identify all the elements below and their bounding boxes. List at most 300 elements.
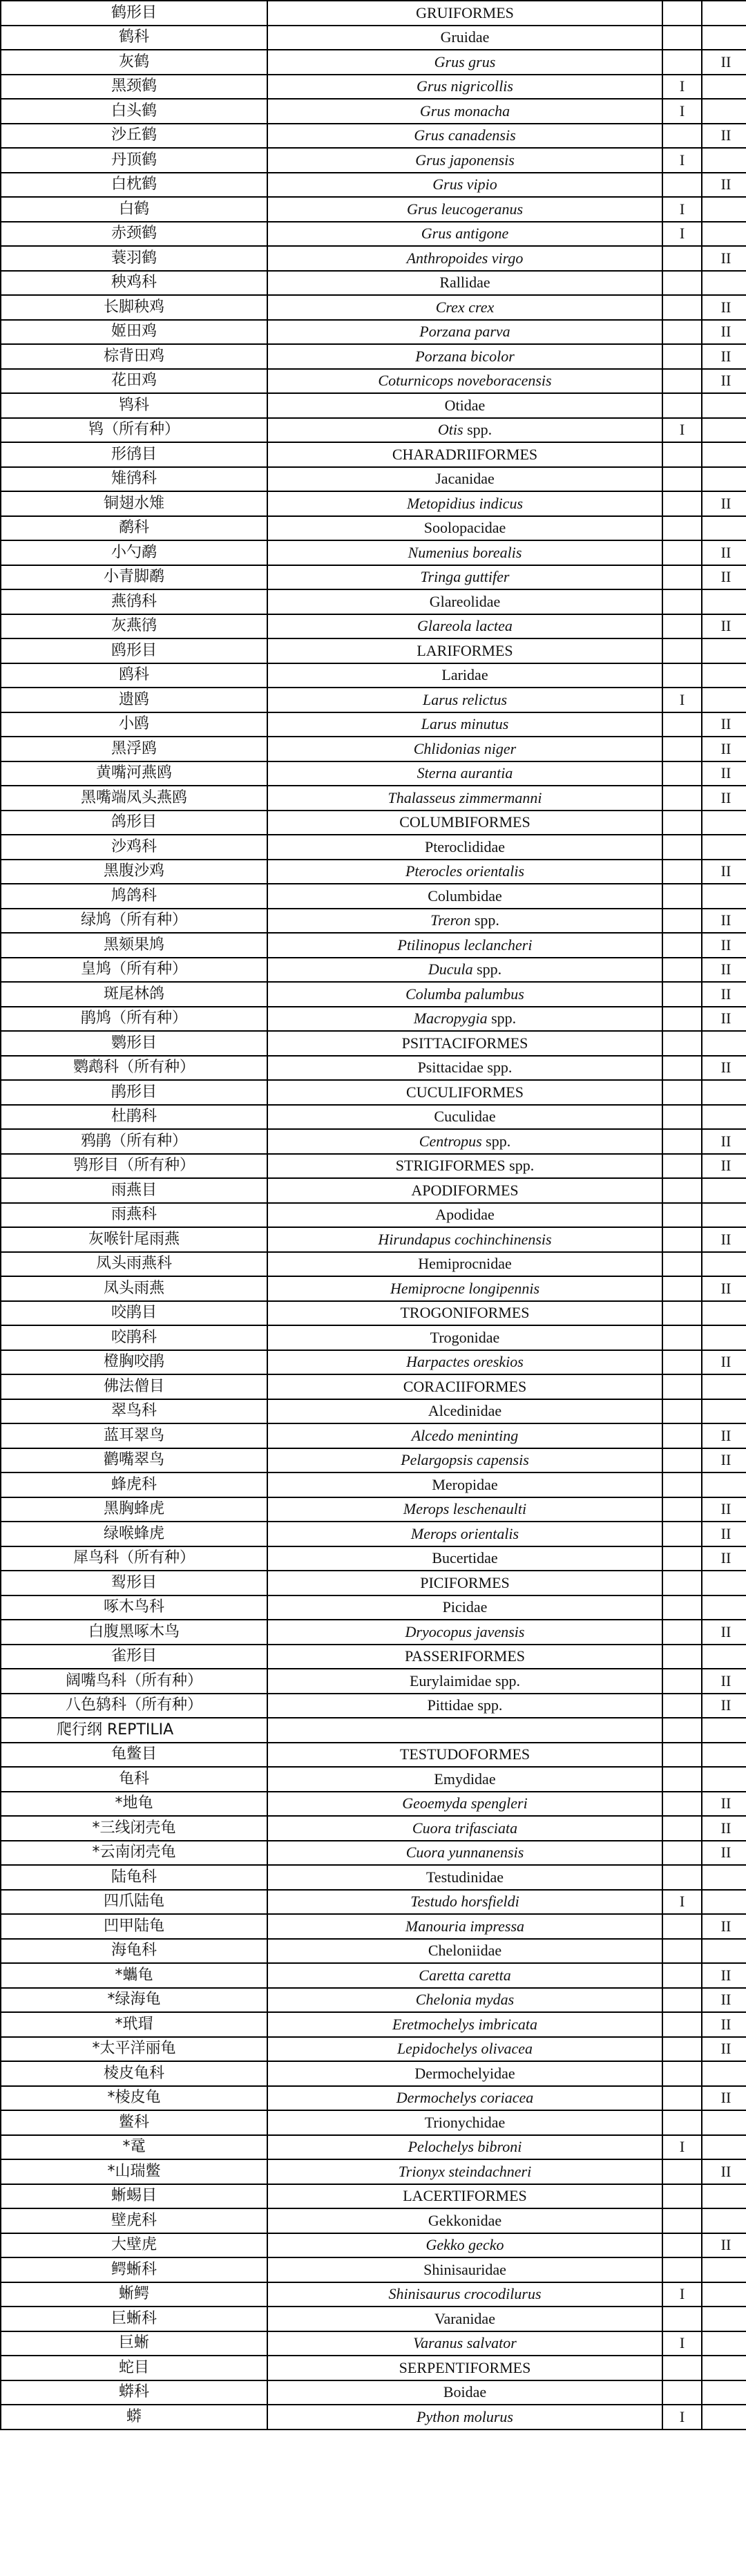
scientific-name-cell xyxy=(267,1963,662,1988)
chinese-name-cell: 秧鸡科 xyxy=(1,271,267,296)
scientific-name-cell xyxy=(267,1914,662,1939)
column-divider xyxy=(701,2110,702,2135)
chinese-name-cell: 犀鸟科（所有种） xyxy=(1,1546,267,1571)
scientific-name-cell xyxy=(267,982,662,1007)
appendix-cell xyxy=(662,2331,746,2356)
scientific-name-cell xyxy=(267,75,662,100)
scientific-name-cell xyxy=(267,1669,662,1694)
table-row xyxy=(1,1227,746,1252)
scientific-name-cell xyxy=(267,1056,662,1081)
chinese-name-cell: 黄嘴河燕鸥 xyxy=(1,761,267,786)
table-row xyxy=(1,1497,746,1522)
scientific-name: Lepidochelys olivacea xyxy=(396,2040,533,2058)
scientific-name-cell xyxy=(267,442,662,467)
appendix-ii-mark: II xyxy=(720,911,731,929)
scientific-name: Anthropoides virgo xyxy=(406,249,524,267)
scientific-name-cell xyxy=(267,2110,662,2135)
scientific-name: Python molurus xyxy=(417,2407,513,2425)
table-row xyxy=(1,2135,746,2160)
appendix-cell xyxy=(662,124,746,149)
chinese-name-cell: 鸠鸽科 xyxy=(1,884,267,909)
chinese-name-cell: 凤头雨燕科 xyxy=(1,1252,267,1277)
table-row xyxy=(1,516,746,541)
appendix-cell xyxy=(662,1645,746,1669)
column-divider xyxy=(701,1301,702,1326)
appendix-cell xyxy=(662,1767,746,1792)
scientific-name-cell xyxy=(267,1203,662,1228)
scientific-name: Pterocles orientalis xyxy=(405,862,525,880)
table-row xyxy=(1,688,746,712)
appendix-ii-mark: II xyxy=(720,1622,731,1640)
appendix-ii-mark: II xyxy=(720,985,731,1003)
column-divider xyxy=(701,688,702,712)
table-row xyxy=(1,2159,746,2184)
appendix-i-mark: I xyxy=(679,2138,685,2156)
column-divider xyxy=(701,1105,702,1130)
spp-suffix: spp. xyxy=(463,421,492,439)
chinese-name-cell: 白鹤 xyxy=(1,197,267,222)
scientific-name-cell xyxy=(267,2405,662,2430)
table-row xyxy=(1,982,746,1007)
scientific-name: Trionychidae xyxy=(424,2113,506,2131)
chinese-name-cell: 小勺鹬 xyxy=(1,540,267,565)
table-row xyxy=(1,1007,746,1032)
appendix-ii-mark: II xyxy=(720,1549,731,1567)
scientific-name: Hemiprocne longipennis xyxy=(390,1279,540,1297)
scientific-name-cell xyxy=(267,884,662,909)
column-divider xyxy=(701,1,702,26)
scientific-name-cell xyxy=(267,2086,662,2111)
table-row xyxy=(1,1105,746,1130)
appendix-ii-mark: II xyxy=(720,1230,731,1248)
chinese-name-cell: 八色鸫科（所有种） xyxy=(1,1694,267,1718)
appendix-ii-mark: II xyxy=(720,764,731,782)
table-row xyxy=(1,1080,746,1105)
scientific-name: Centropus xyxy=(419,1132,482,1150)
chinese-name-cell: 皇鸠（所有种） xyxy=(1,958,267,983)
table-row xyxy=(1,1,746,26)
appendix-ii-mark: II xyxy=(720,739,731,757)
scientific-name-cell xyxy=(267,246,662,271)
table-row xyxy=(1,50,746,75)
chinese-name-cell: 蜥鳄 xyxy=(1,2282,267,2307)
appendix-cell xyxy=(662,1154,746,1179)
scientific-name-cell xyxy=(267,1007,662,1032)
scientific-name: CUCULIFORMES xyxy=(406,1083,524,1101)
table-row xyxy=(1,2208,746,2233)
table-row xyxy=(1,2282,746,2307)
chinese-name-cell: 鹤科 xyxy=(1,26,267,50)
scientific-name-cell xyxy=(267,811,662,835)
scientific-name: Coturnicops noveboracensis xyxy=(378,372,552,390)
chinese-name-cell: 铜翅水雉 xyxy=(1,491,267,516)
scientific-name-cell xyxy=(267,1988,662,2013)
column-divider xyxy=(701,2405,702,2430)
chinese-name-cell: 蟒 xyxy=(1,2405,267,2430)
appendix-ii-mark: II xyxy=(720,568,731,586)
scientific-name: Grus grus xyxy=(434,53,496,70)
column-divider xyxy=(701,1203,702,1228)
appendix-ii-mark: II xyxy=(720,1500,731,1518)
column-divider xyxy=(701,1252,702,1277)
chinese-name-cell: 蓑羽鹤 xyxy=(1,246,267,271)
scientific-name-cell xyxy=(267,295,662,320)
scientific-name: Otis xyxy=(437,421,463,439)
appendix-cell xyxy=(662,982,746,1007)
chinese-name-cell: 鳄蜥科 xyxy=(1,2257,267,2282)
appendix-cell xyxy=(662,516,746,541)
chinese-name-cell: 杜鹃科 xyxy=(1,1105,267,1130)
chinese-name-cell: 陆龟科 xyxy=(1,1865,267,1890)
scientific-name-cell xyxy=(267,860,662,884)
column-divider xyxy=(701,1865,702,1890)
appendix-i-mark: I xyxy=(679,200,685,218)
scientific-name-cell xyxy=(267,540,662,565)
appendix-cell xyxy=(662,811,746,835)
column-divider xyxy=(701,1571,702,1595)
scientific-name-cell xyxy=(267,2208,662,2233)
table-row xyxy=(1,222,746,247)
table-row xyxy=(1,124,746,149)
table-row xyxy=(1,1645,746,1669)
appendix-ii-mark: II xyxy=(720,1059,731,1077)
appendix-cell xyxy=(662,1914,746,1939)
scientific-name-cell xyxy=(267,1571,662,1595)
appendix-cell xyxy=(662,1301,746,1326)
scientific-name-cell xyxy=(267,393,662,418)
scientific-name: TESTUDOFORMES xyxy=(399,1745,530,1763)
table-row xyxy=(1,1546,746,1571)
appendix-i-mark: I xyxy=(679,2285,685,2303)
spp-suffix: spp. xyxy=(487,1010,517,1027)
column-divider xyxy=(701,1645,702,1669)
appendix-ii-mark: II xyxy=(720,53,731,70)
appendix-cell xyxy=(662,1522,746,1546)
scientific-name-cell xyxy=(267,271,662,296)
scientific-name: Harpactes oreskios xyxy=(406,1353,524,1371)
scientific-name: Thalasseus zimmermanni xyxy=(388,788,542,806)
scientific-name-cell xyxy=(267,1718,662,1743)
scientific-name: Tringa guttifer xyxy=(420,568,510,586)
table-row xyxy=(1,1374,746,1399)
column-divider xyxy=(701,1890,702,1915)
column-divider xyxy=(701,2184,702,2209)
scientific-name: Porzana parva xyxy=(419,323,510,341)
appendix-cell xyxy=(662,909,746,934)
table-row xyxy=(1,1203,746,1228)
scientific-name-cell xyxy=(267,737,662,761)
chinese-name-cell: 沙丘鹤 xyxy=(1,124,267,149)
scientific-name: Cheloniidae xyxy=(428,1942,502,1960)
appendix-cell xyxy=(662,148,746,173)
appendix-cell xyxy=(662,1,746,26)
column-divider xyxy=(701,393,702,418)
appendix-ii-mark: II xyxy=(720,1844,731,1862)
appendix-ii-mark: II xyxy=(720,1279,731,1297)
table-row xyxy=(1,614,746,639)
appendix-i-mark: I xyxy=(679,690,685,708)
column-divider xyxy=(701,2257,702,2282)
column-divider xyxy=(701,418,702,443)
scientific-name: Treron xyxy=(430,911,471,929)
scientific-name-cell xyxy=(267,1645,662,1669)
scientific-name: Ptilinopus leclancheri xyxy=(397,936,533,954)
table-row xyxy=(1,589,746,614)
appendix-ii-mark: II xyxy=(720,1819,731,1837)
chinese-name-cell: 爬行纲 REPTILIA xyxy=(1,1718,267,1743)
appendix-ii-mark: II xyxy=(720,2236,731,2254)
column-divider xyxy=(701,1743,702,1768)
appendix-ii-mark: II xyxy=(720,1010,731,1027)
column-divider xyxy=(701,638,702,663)
scientific-name: Laridae xyxy=(441,666,488,684)
scientific-name-cell xyxy=(267,1792,662,1817)
scientific-name: Glareolidae xyxy=(429,592,501,610)
scientific-name-cell xyxy=(267,1595,662,1620)
appendix-cell xyxy=(662,1988,746,2013)
scientific-name: SERPENTIFORMES xyxy=(399,2358,531,2376)
scientific-name: Merops orientalis xyxy=(410,1524,519,1542)
chinese-name-cell: 四爪陆龟 xyxy=(1,1890,267,1915)
scientific-name: Macropygia xyxy=(413,1010,488,1027)
table-row xyxy=(1,2012,746,2037)
scientific-name: Cuora trifasciata xyxy=(412,1819,518,1837)
chinese-name-cell: 鳖科 xyxy=(1,2110,267,2135)
chinese-name-cell: 斑尾林鸽 xyxy=(1,982,267,1007)
appendix-cell xyxy=(662,1350,746,1375)
appendix-cell xyxy=(662,1080,746,1105)
scientific-name-cell xyxy=(267,467,662,492)
scientific-name-cell xyxy=(267,1939,662,1964)
appendix-ii-mark: II xyxy=(720,2015,731,2033)
chinese-name-cell: 雀形目 xyxy=(1,1645,267,1669)
table-row xyxy=(1,638,746,663)
chinese-name-cell: 黑浮鸥 xyxy=(1,737,267,761)
appendix-cell xyxy=(662,933,746,958)
table-row xyxy=(1,2356,746,2380)
scientific-name: APODIFORMES xyxy=(411,1181,519,1199)
column-divider xyxy=(701,2135,702,2160)
scientific-name: Pelochelys bibroni xyxy=(408,2138,522,2156)
appendix-cell xyxy=(662,540,746,565)
appendix-cell xyxy=(662,271,746,296)
scientific-name-cell xyxy=(267,197,662,222)
column-divider xyxy=(701,1939,702,1964)
scientific-name: Testudinidae xyxy=(425,1868,504,1886)
appendix-cell xyxy=(662,2405,746,2430)
table-row xyxy=(1,1522,746,1546)
table-row xyxy=(1,2110,746,2135)
scientific-name-cell xyxy=(267,1816,662,1841)
scientific-name-cell xyxy=(267,909,662,934)
scientific-name: Dermochelys coriacea xyxy=(396,2089,534,2107)
scientific-name: Gekko gecko xyxy=(425,2236,504,2254)
appendix-i-mark: I xyxy=(679,1893,685,1911)
scientific-name-cell xyxy=(267,1694,662,1718)
scientific-name: STRIGIFORMES spp. xyxy=(395,1157,535,1175)
scientific-name: Metopidius indicus xyxy=(406,494,524,512)
appendix-ii-mark: II xyxy=(720,176,731,193)
scientific-name: Meropidae xyxy=(432,1475,498,1493)
scientific-name: Testudo horsfieldi xyxy=(410,1893,519,1911)
scientific-name-cell xyxy=(267,1841,662,1866)
appendix-cell xyxy=(662,2208,746,2233)
scientific-name: Soolopacidae xyxy=(423,519,506,537)
appendix-cell xyxy=(662,1743,746,1768)
table-row xyxy=(1,1448,746,1473)
scientific-name: Manouria impressa xyxy=(405,1917,525,1935)
appendix-cell xyxy=(662,1399,746,1424)
appendix-cell xyxy=(662,589,746,614)
chinese-name-cell: 形鸻目 xyxy=(1,442,267,467)
appendix-cell xyxy=(662,565,746,590)
chinese-name-cell: 绿鸠（所有种） xyxy=(1,909,267,934)
table-row xyxy=(1,860,746,884)
appendix-cell xyxy=(662,1694,746,1718)
appendix-cell xyxy=(662,1007,746,1032)
appendix-ii-mark: II xyxy=(720,249,731,267)
scientific-name-cell xyxy=(267,1129,662,1154)
appendix-cell xyxy=(662,884,746,909)
table-row xyxy=(1,1423,746,1448)
chinese-name-cell: 姬田鸡 xyxy=(1,320,267,345)
scientific-name-cell xyxy=(267,1865,662,1890)
column-divider xyxy=(701,2331,702,2356)
appendix-cell xyxy=(662,1890,746,1915)
table-row xyxy=(1,712,746,737)
scientific-name: Shinisaurus crocodilurus xyxy=(388,2285,542,2303)
scientific-name-cell xyxy=(267,2331,662,2356)
appendix-cell xyxy=(662,418,746,443)
scientific-name-cell xyxy=(267,1620,662,1645)
scientific-name-cell xyxy=(267,2061,662,2086)
chinese-name-cell: *玳瑁 xyxy=(1,2012,267,2037)
appendix-cell xyxy=(662,638,746,663)
appendix-cell xyxy=(662,1276,746,1301)
chinese-name-cell: 白枕鹤 xyxy=(1,173,267,198)
table-row xyxy=(1,909,746,934)
scientific-name-cell xyxy=(267,50,662,75)
scientific-name-cell xyxy=(267,638,662,663)
spp-suffix: spp. xyxy=(481,1132,511,1150)
scientific-name-cell xyxy=(267,786,662,811)
column-divider xyxy=(701,811,702,835)
appendix-i-mark: I xyxy=(679,421,685,439)
chinese-name-cell: 鹃形目 xyxy=(1,1080,267,1105)
appendix-cell xyxy=(662,467,746,492)
chinese-name-cell: *蠵龟 xyxy=(1,1963,267,1988)
scientific-name-cell xyxy=(267,614,662,639)
appendix-ii-mark: II xyxy=(720,1696,731,1714)
table-row xyxy=(1,2405,746,2430)
chinese-name-cell: *山瑞鳖 xyxy=(1,2159,267,2184)
scientific-name-cell xyxy=(267,1,662,26)
appendix-cell xyxy=(662,491,746,516)
table-row xyxy=(1,1914,746,1939)
appendix-cell xyxy=(662,26,746,50)
scientific-name: Picidae xyxy=(442,1598,488,1616)
appendix-cell xyxy=(662,1595,746,1620)
column-divider xyxy=(701,2356,702,2380)
appendix-ii-mark: II xyxy=(720,126,731,144)
scientific-name: Pelargopsis capensis xyxy=(401,1451,529,1469)
scientific-name: GRUIFORMES xyxy=(416,3,514,21)
scientific-name-cell xyxy=(267,369,662,394)
column-divider xyxy=(701,2208,702,2233)
appendix-ii-mark: II xyxy=(720,1991,731,2009)
appendix-cell xyxy=(662,2135,746,2160)
chinese-name-cell: 绿喉蜂虎 xyxy=(1,1522,267,1546)
column-divider xyxy=(701,1031,702,1056)
scientific-name-cell xyxy=(267,516,662,541)
table-row xyxy=(1,1325,746,1350)
appendix-ii-mark: II xyxy=(720,1671,731,1689)
scientific-name: Grus leucogeranus xyxy=(406,200,524,218)
appendix-cell xyxy=(662,344,746,369)
scientific-name-cell xyxy=(267,2356,662,2380)
scientific-name: Chlidonias niger xyxy=(413,739,517,757)
scientific-name-cell xyxy=(267,1374,662,1399)
scientific-name-cell xyxy=(267,2307,662,2331)
scientific-name-cell xyxy=(267,1546,662,1571)
chinese-name-cell: 黑腹沙鸡 xyxy=(1,860,267,884)
appendix-cell xyxy=(662,1865,746,1890)
appendix-cell xyxy=(662,222,746,247)
scientific-name: CORACIIFORMES xyxy=(403,1377,527,1395)
table-row xyxy=(1,369,746,394)
scientific-name: Jacanidae xyxy=(435,470,495,488)
scientific-name-cell xyxy=(267,2257,662,2282)
chinese-name-cell: 鹬科 xyxy=(1,516,267,541)
chinese-name-cell: 黑颏果鸠 xyxy=(1,933,267,958)
scientific-name: Gruidae xyxy=(440,28,490,46)
class-header-row xyxy=(1,1718,746,1743)
table-row xyxy=(1,1743,746,1768)
column-divider xyxy=(701,222,702,247)
column-divider xyxy=(701,1399,702,1424)
scientific-name-cell xyxy=(267,1890,662,1915)
scientific-name: Grus canadensis xyxy=(414,126,516,144)
scientific-name-cell xyxy=(267,761,662,786)
appendix-ii-mark: II xyxy=(720,1451,731,1469)
table-row xyxy=(1,99,746,124)
chinese-name-cell: 雨燕目 xyxy=(1,1178,267,1203)
appendix-cell xyxy=(662,1129,746,1154)
appendix-cell xyxy=(662,197,746,222)
chinese-name-cell: 灰鹤 xyxy=(1,50,267,75)
chinese-name-cell: 黑嘴端凤头燕鸥 xyxy=(1,786,267,811)
appendix-cell xyxy=(662,1718,746,1743)
scientific-name: Glareola lactea xyxy=(417,617,513,635)
table-row xyxy=(1,811,746,835)
scientific-name: Merops leschenaulti xyxy=(403,1500,527,1518)
scientific-name: Columbidae xyxy=(428,887,502,905)
chinese-name-cell: 鹃鸠（所有种） xyxy=(1,1007,267,1032)
column-divider xyxy=(701,1718,702,1743)
scientific-name: Rallidae xyxy=(439,274,490,292)
scientific-name-cell xyxy=(267,1080,662,1105)
scientific-name-cell xyxy=(267,320,662,345)
table-row xyxy=(1,1154,746,1179)
table-row xyxy=(1,75,746,100)
appendix-cell xyxy=(662,50,746,75)
appendix-ii-mark: II xyxy=(720,347,731,365)
table-row xyxy=(1,393,746,418)
table-row xyxy=(1,2086,746,2111)
appendix-cell xyxy=(662,369,746,394)
chinese-name-cell: 凤头雨燕 xyxy=(1,1276,267,1301)
scientific-name: PASSERIFORMES xyxy=(404,1647,526,1665)
